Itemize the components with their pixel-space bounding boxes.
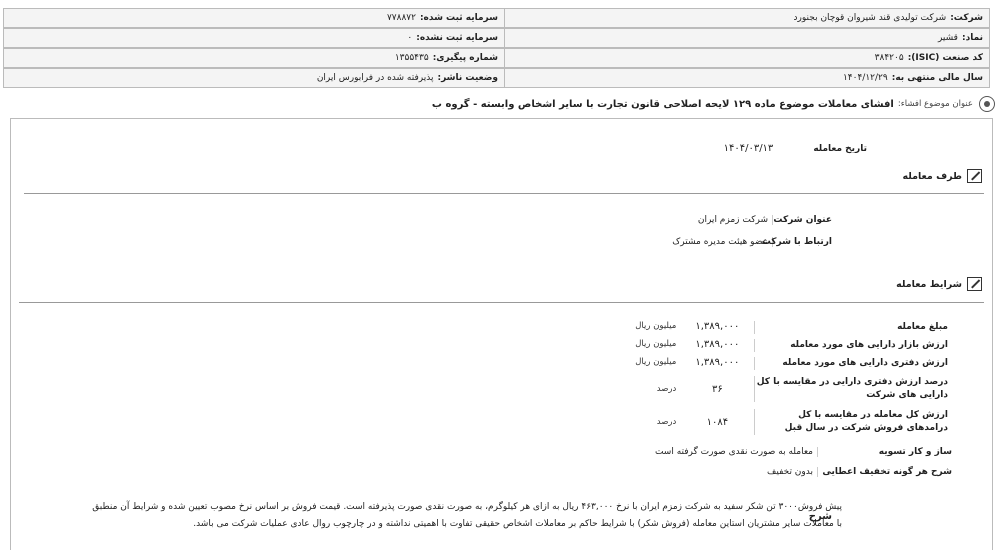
edit-icon: [967, 169, 982, 183]
relation-label: ارتباط با شرکت: [761, 237, 832, 247]
discount-row: [767, 467, 952, 477]
fiscal-year-end: ۱۴۰۴/۱۲/۲۹: [842, 73, 888, 83]
transaction-date-row: [724, 143, 867, 154]
publisher-cell: وضعیت ناشر: پذیرفته شده در فرابورس ایران: [316, 73, 498, 83]
disclosure-topic: [10, 95, 995, 113]
reg-capital-cell: سرمایه ثبت شده: ۷۷۸۸۷۲: [386, 13, 498, 23]
fiscal-cell: سال مالی منتهی به: ۱۴۰۴/۱۲/۲۹: [504, 69, 989, 87]
company-cell: شرکت: شرکت تولیدی قند شیروان قوچان بجنورد: [504, 9, 989, 27]
date-label: تاریخ معامله: [813, 143, 867, 154]
main-panel: [10, 118, 993, 550]
company-name: شرکت تولیدی قند شیروان قوچان بجنورد: [793, 13, 947, 23]
isic: ۳۸۴۲۰۵: [874, 53, 904, 63]
topic-label: عنوان موضوع افشاء:: [897, 99, 973, 109]
unreg-capital: ۰: [407, 33, 413, 43]
divider: [19, 302, 984, 303]
relation-value: عضو هیئت مدیره مشترک: [672, 237, 768, 247]
party-section-title: طرف معامله: [902, 169, 982, 183]
conditions-section-title: شرایط معامله: [896, 277, 982, 291]
condition-row: ارزش کل معامله در مقایسه با کل درامدهای فروش شرکت در سال قبل ۱۰۸۴ درصد: [622, 409, 952, 435]
conditions-table: [622, 319, 952, 489]
discount-label: شرح هر گونه تخفیف اعطایی: [817, 467, 952, 477]
condition-row: درصد ارزش دفتری دارایی در مقایسه با کل دارایی های شرکت ۳۶ درصد: [622, 376, 952, 402]
description-text: پیش فروش۳۰۰۰ تن شکر سفید به شرکت زمزم ایران با نرخ ۴۶۳,۰۰۰ ریال به ازای هر کیلوگرم، به صورت نقدی صورت پذیرفته است. قیمت فروش بر اساس نرخ مصوب تعیین شده و شرایط آن منطبق با معاملات سایر مشتریان استاین معامله (فروش شکر) با شرایط حاکم بر معاملات اشخاص حقیقی تفاوت با اهمیتی نداشته و در چارچوب روال عادی عملیات شرکت می باشد.: [92, 502, 842, 529]
description-label: شرح: [808, 511, 832, 522]
header-row-4: [3, 68, 990, 88]
divider: [24, 193, 984, 194]
isic-cell: کد صنعت (ISIC): ۳۸۴۲۰۵: [504, 49, 989, 67]
settlement-row: [655, 447, 952, 457]
unreg-capital-cell: سرمایه ثبت نشده: ۰: [407, 33, 498, 43]
header-row-1: [3, 8, 990, 28]
edit-icon: [967, 277, 982, 291]
settlement-label: ساز و کار تسویه: [817, 447, 952, 457]
symbol-cell: نماد: قشیر: [504, 29, 989, 47]
condition-row: مبلغ معامله ۱,۳۸۹,۰۰۰ میلیون ریال: [622, 321, 952, 334]
party-company: شرکت زمزم ایران: [697, 215, 768, 225]
date-value: ۱۴۰۴/۰۳/۱۳: [723, 143, 774, 154]
tracking-cell: شماره پیگیری: ۱۳۵۵۴۳۵: [394, 53, 498, 63]
target-icon: [979, 96, 995, 112]
publisher-status: پذیرفته شده در فرابورس ایران: [316, 73, 434, 83]
party-relation-row: [672, 237, 832, 247]
condition-row: ارزش دفتری دارایی های مورد معامله ۱,۳۸۹,۰۰۰ میلیون ریال: [622, 357, 952, 370]
discount-value: بدون تخفیف: [767, 467, 813, 477]
symbol: قشیر: [937, 33, 958, 43]
tracking-number: ۱۳۵۵۴۳۵: [394, 53, 429, 63]
header-row-3: [3, 48, 990, 68]
topic-title: افشای معاملات موضوع ماده ۱۲۹ لایحه اصلاحی قانون تجارت با سایر اشخاص وابسته - گروه ب: [431, 98, 894, 110]
header-row-2: [3, 28, 990, 48]
condition-row: ارزش بازار دارایی های مورد معامله ۱,۳۸۹,۰۰۰ میلیون ریال: [622, 339, 952, 352]
party-company-row: [698, 215, 832, 225]
settlement-value: معامله به صورت نقدی صورت گرفته است: [654, 447, 813, 457]
reg-capital: ۷۷۸۸۷۲: [386, 13, 416, 23]
party-company-label: عنوان شرکت: [773, 215, 832, 225]
